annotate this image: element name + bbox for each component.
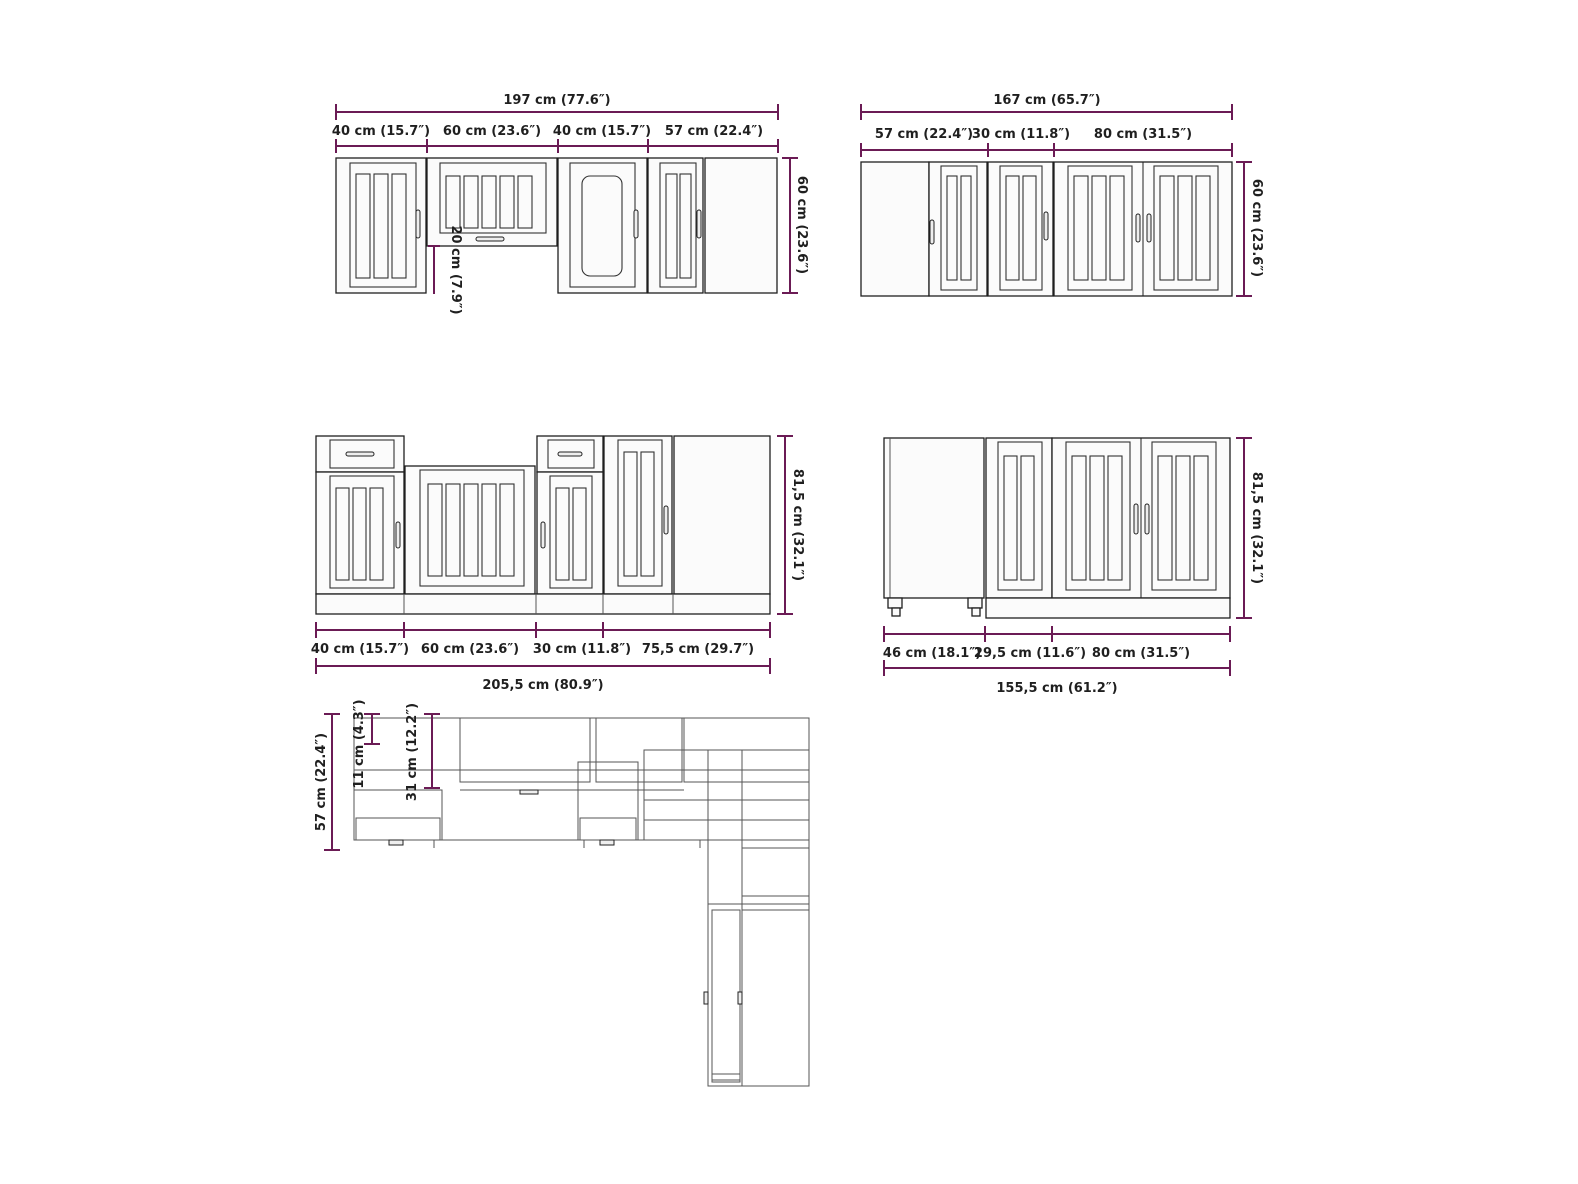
- plan-shelf-small-label: 11 cm (4.3″): [352, 699, 367, 789]
- upper-front-total-label: 197 cm (77.6″): [503, 93, 611, 108]
- lower-front-total-label: 205,5 cm (80.9″): [482, 678, 604, 693]
- lower-side-total-label: 155,5 cm (61.2″): [996, 681, 1118, 696]
- plan-view: [314, 699, 809, 1086]
- upper-front-segment-1-label: 40 cm (15.7″): [331, 124, 431, 139]
- upper-side-cabinet-80: [1054, 162, 1232, 296]
- upper-side-height-label: 60 cm (23.6″): [1249, 178, 1264, 278]
- plan-shelf-small-dimension: [352, 699, 380, 788]
- upper-side-cabinet-30: [988, 162, 1053, 296]
- upper-side-segment-3-label: 80 cm (31.5″): [1093, 127, 1193, 142]
- upper-front-small-height-label: 20 cm (7.9″): [448, 225, 463, 315]
- plan-depth-dimension: [314, 714, 340, 850]
- lower-side-total-dimension: [884, 660, 1230, 696]
- lower-front-height-label: 81,5 cm (32.1″): [790, 468, 805, 582]
- lower-side-plinth: [986, 598, 1230, 618]
- upper-front-cabinet-1: [336, 158, 426, 293]
- upper-side-corner-cabinet: [861, 162, 987, 296]
- lower-front-cabinet-1: [316, 436, 404, 594]
- lower-side-segment-2-label: 29,5 cm (11.6″): [973, 646, 1087, 661]
- upper-front-segment-dimension: [332, 124, 778, 153]
- lower-side-segment-3-label: 80 cm (31.5″): [1091, 646, 1191, 661]
- lower-front-cabinet-3: [537, 436, 603, 594]
- lower-cabinets-side-view: [883, 438, 1264, 696]
- lower-front-segment-4-label: 75,5 cm (29.7″): [641, 642, 755, 657]
- lower-front-segment-1-label: 40 cm (15.7″): [310, 642, 410, 657]
- upper-side-height-dimension: [1236, 162, 1264, 296]
- upper-side-segment-dimension: [861, 127, 1232, 157]
- plan-shelf-label: 31 cm (12.2″): [405, 702, 420, 802]
- lower-front-plinth: [316, 594, 770, 614]
- lower-side-height-dimension: [1236, 438, 1264, 618]
- lower-side-cabinet-30: [986, 438, 1052, 598]
- lower-front-segment-3-label: 30 cm (11.8″): [532, 642, 632, 657]
- lower-front-cabinet-4: [604, 436, 770, 594]
- upper-front-segment-2-label: 60 cm (23.6″): [442, 124, 542, 139]
- upper-side-segment-2-label: 30 cm (11.8″): [971, 127, 1071, 142]
- lower-front-height-dimension: [777, 436, 805, 614]
- lower-front-total-dimension: [316, 658, 770, 693]
- plan-depth-label: 57 cm (22.4″): [314, 732, 329, 832]
- lower-side-segment-dimension: [883, 626, 1230, 661]
- upper-front-height-label: 60 cm (23.6″): [794, 175, 809, 275]
- upper-front-segment-3-label: 40 cm (15.7″): [552, 124, 652, 139]
- upper-front-total-dimension: [336, 93, 778, 120]
- lower-cabinets-front-view: [311, 436, 805, 693]
- lower-side-segment-1-label: 46 cm (18.1″): [882, 646, 982, 661]
- upper-side-total-dimension: [861, 93, 1232, 120]
- upper-cabinets-front-view: [332, 93, 809, 315]
- lower-front-segment-2-label: 60 cm (23.6″): [420, 642, 520, 657]
- upper-front-height-dimension: [782, 158, 809, 293]
- upper-front-cabinet-3: [558, 158, 647, 293]
- upper-front-cabinet-4: [648, 158, 777, 293]
- upper-front-cabinet-2: [427, 158, 557, 246]
- upper-cabinets-side-view: [861, 93, 1264, 296]
- lower-side-cabinet-80: [1052, 438, 1230, 598]
- upper-front-segment-4-label: 57 cm (22.4″): [664, 124, 764, 139]
- lower-side-height-label: 81,5 cm (32.1″): [1249, 471, 1264, 585]
- lower-front-segment-dimension: [311, 622, 770, 657]
- upper-side-total-label: 167 cm (65.7″): [993, 93, 1101, 108]
- lower-front-cabinet-2: [405, 466, 535, 594]
- upper-side-segment-1-label: 57 cm (22.4″): [874, 127, 974, 142]
- lower-side-corner-cabinet: [884, 438, 990, 616]
